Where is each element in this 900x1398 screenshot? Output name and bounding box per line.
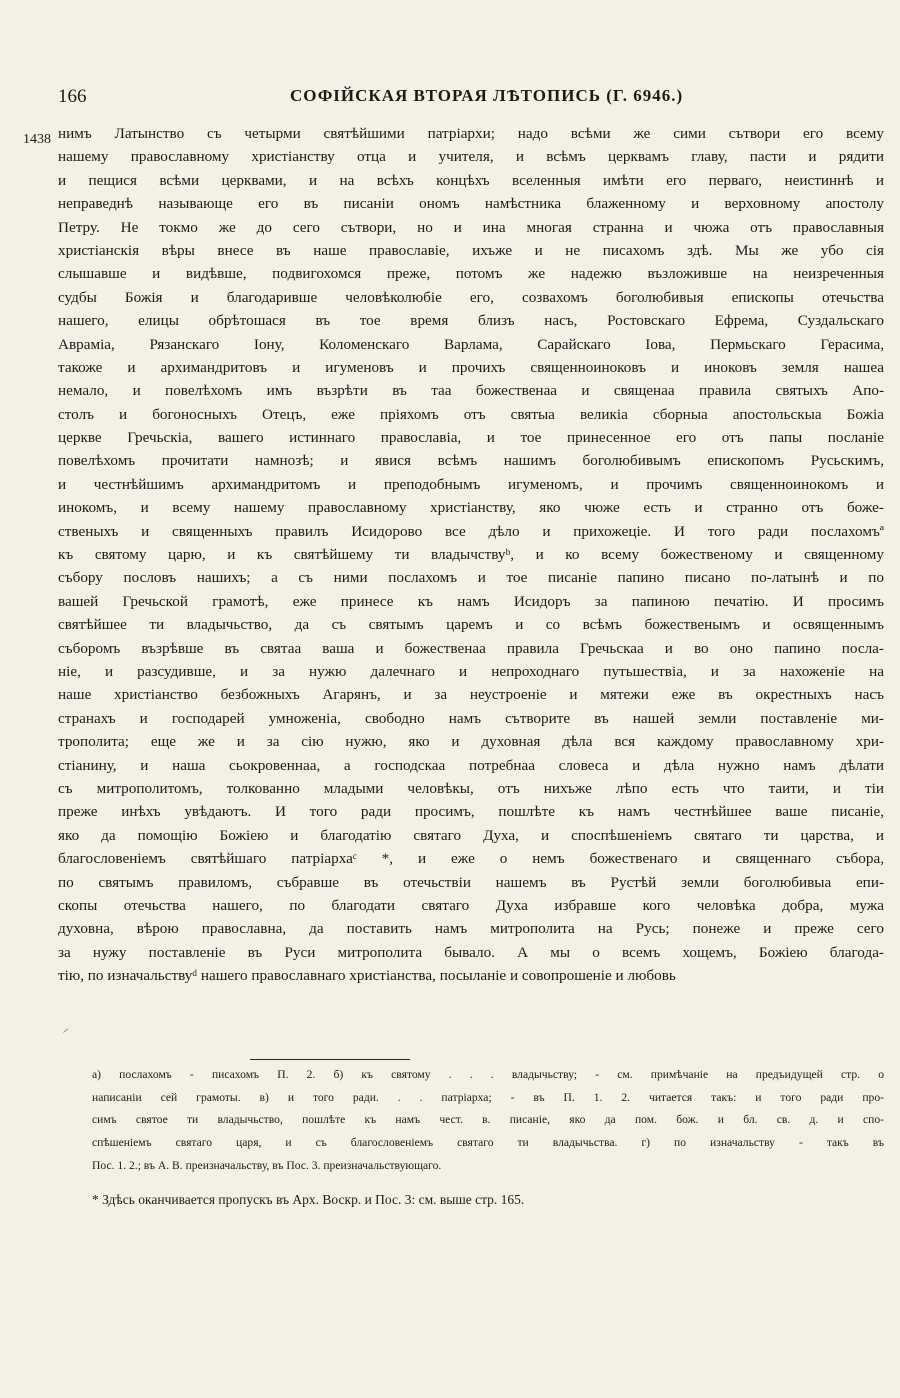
footnote-line: а) послахомъ - писахомъ П. 2. б) къ святому . . . владычьству; - см. примѣчаніе на предъидущей стр. о	[92, 1068, 884, 1081]
main-text	[58, 122, 884, 987]
text-line: немало, и повелѣхомъ имъ възрѣти въ таа божественаа и священаа правила святыхъ Апо-	[58, 382, 884, 400]
text-line: странахъ и господарей умноженіа, свободно намъ сътворите въ нашей земли поставленіе ми-	[58, 709, 884, 727]
text-line: събору пословъ нашихъ; а съ ними послахомъ и тое писаніе папино писано по-латынѣ и по	[58, 569, 884, 587]
text-line: и пещися всѣми церквами, и на всѣхъ концѣхъ вселенныя имѣти его перваго, неистиннѣ и	[58, 171, 884, 189]
text-line: за нужу поставленіе въ Руси митрополита бывало. А мы о всемъ хощемъ, Божіею благода-	[58, 943, 884, 961]
text-line: ственыхъ и священныхъ правилъ Исидорово все дѣло и прихожеціе. И того ради послахомъª	[58, 522, 884, 540]
margin-year: 1438	[23, 132, 51, 147]
text-line: благословеніемъ святѣйшаго патріархаᶜ *, и еже о немъ божественаго и священнаго събора,	[58, 850, 884, 868]
text-line: судбы Божія и благодаривше человѣколюбіе его, созвахомъ боголюбивыя епископы отечьства	[58, 288, 884, 306]
text-line: христіанскія вѣры внесе въ наше православіе, ихъже и не писахомъ здѣ. Мы же убо сія	[58, 241, 884, 259]
text-line: трополита; еще же и за сію нужю, яко и духовная дѣла вся каждому православному хри-	[58, 733, 884, 751]
footnote-rule	[250, 1059, 410, 1060]
page-speck	[63, 1028, 69, 1033]
page-number: 166	[58, 86, 87, 107]
text-line: по святымъ правиломъ, събравше въ отечьствіи нашемъ въ Рустѣй земли боголюбивыа епи-	[58, 873, 884, 891]
text-line: церкве Гречьскіа, вашего истиннаго православіа, и тое принесенное его отъ папы посланіе	[58, 429, 884, 447]
text-line: нимъ Латынство съ четырми святѣйшими патріархи; надо всѣми же сими сътвори его всему	[58, 125, 884, 142]
text-line: наше христіанство безбожныхъ Агарянъ, и за неустроеніе и мятежи еже въ окрестныхъ насъ	[58, 686, 884, 704]
text-line: столъ и богоносныхъ Отецъ, еже пріяхомъ отъ святыа великіа сборныа апостольскыа Божіа	[58, 405, 884, 423]
text-line: ніе, и разсудивше, и за нужю далечнаго и непроходнаго путьшествіа, и за нахоженіе на	[58, 662, 884, 680]
text-line: неправеднѣ называюще его въ писаніи ономъ намѣстника блаженному и верховному апостолу	[58, 195, 884, 213]
text-line: Авраміа, Рязанскаго Іону, Коломенскаго Варлама, Сарайскаго Іова, Пермьскаго Герасима,	[58, 335, 884, 353]
footnotes	[92, 1064, 884, 1177]
text-line: слышавше и видѣвше, подвигохомся преже, потомъ же надежю възложивше на неизреченныя	[58, 265, 884, 283]
footnote-line: симъ святое ти владычьство, пошлѣте къ намъ чест. в. писаніе, яко да пом. бож. и бл. св. д. и спо-	[92, 1113, 884, 1127]
text-line: яко да помощію Божіею и благодатію святаго Духа, и споспѣшеніемъ святаго ти царства, и	[58, 826, 884, 844]
text-line: нашего, елицы обрѣтошася въ тое время близъ насъ, Ростовскаго Ефрема, Суздальскаго	[58, 312, 884, 330]
asterisk-note: * Здѣсь оканчивается пропускъ въ Арх. Воскр. и Пос. 3: см. выше стр. 165.	[92, 1192, 525, 1207]
text-line: инокомъ, и всему нашему православному христіанству, яко чюже есть и странно отъ боже-	[58, 499, 884, 517]
footnote-line: Пос. 1. 2.; въ А. В. преизначальству, въ Пос. 3. преизначальствующаго.	[92, 1158, 442, 1172]
text-line: Петру. Не токмо же до сего сътвори, но и ина многая странна и чюжа отъ православныя	[58, 218, 884, 236]
text-line: святѣйшее ти владычьство, да съ святымъ царемъ и со всѣмъ божественымъ и освященнымъ	[58, 616, 884, 634]
text-line: такоже и архимандритовъ и игуменовъ и прочихъ священноиноковъ и иноковъ земля нашеа	[58, 358, 884, 376]
text-line: съ митрополитомъ, толкованно младыми человѣкы, отъ нихъже лѣпо есть что таити, и тіи	[58, 779, 884, 797]
text-line: тію, по изначальствуᵈ нашего православнаго христіанства, посыланіе и совопрошеніе и любовь	[58, 967, 676, 985]
running-head: СОФІЙСКАЯ ВТОРАЯ ЛѢТОПИСЬ (Г. 6946.)	[290, 86, 684, 105]
text-line: съборомъ възрѣвше въ святаа ваша и божественаа правила Гречьскаа и во оно папино посла-	[58, 639, 884, 657]
footnote-line: спѣшеніемъ святаго царя, и съ благословеніемъ святаго ти владычьства. г) по изначальству - такъ въ	[92, 1136, 884, 1150]
text-line: стіанину, и наша сьокровеннаа, а господскаа потребнаа словеса и дѣла нужно намъ дѣлати	[58, 756, 884, 774]
text-line: къ святому царю, и къ святѣйшему ти владычствуᵇ, и ко всему божественому и священному	[58, 546, 884, 564]
text-line: и честнѣйшимъ архимандритомъ и преподобнымъ игуменомъ, и прочимъ священноинокомъ и	[58, 475, 884, 493]
text-line: скопы отечьства нашего, по благодати святаго Духа избравше кого человѣка добра, мужа	[58, 896, 884, 914]
text-line: вашей Гречьской грамотѣ, еже принесе къ намъ Исидоръ за папиною печатію. И просимъ	[58, 592, 884, 610]
text-line: повелѣхомъ прочитати намнозѣ; и явися всѣмъ нашимъ боголюбивымъ епископомъ Русьскимъ,	[58, 452, 884, 470]
text-line: нашему православному христіанству отца и учителя, и всѣмъ церквамъ главу, пасти и рядити	[58, 148, 884, 166]
footnote-line: написаніи сей грамоты. в) и того ради. . . патріарха; - въ П. 1. 2. читается такъ: и того ради про-	[92, 1090, 884, 1104]
text-line: духовна, вѣрою православна, да поставить намъ митрополита на Русь; понеже и преже сего	[58, 920, 884, 938]
text-line: преже инѣхъ увѣдаютъ. И того ради просимъ, пошлѣте къ намъ честнѣйшее ваше писаніе,	[58, 803, 884, 821]
